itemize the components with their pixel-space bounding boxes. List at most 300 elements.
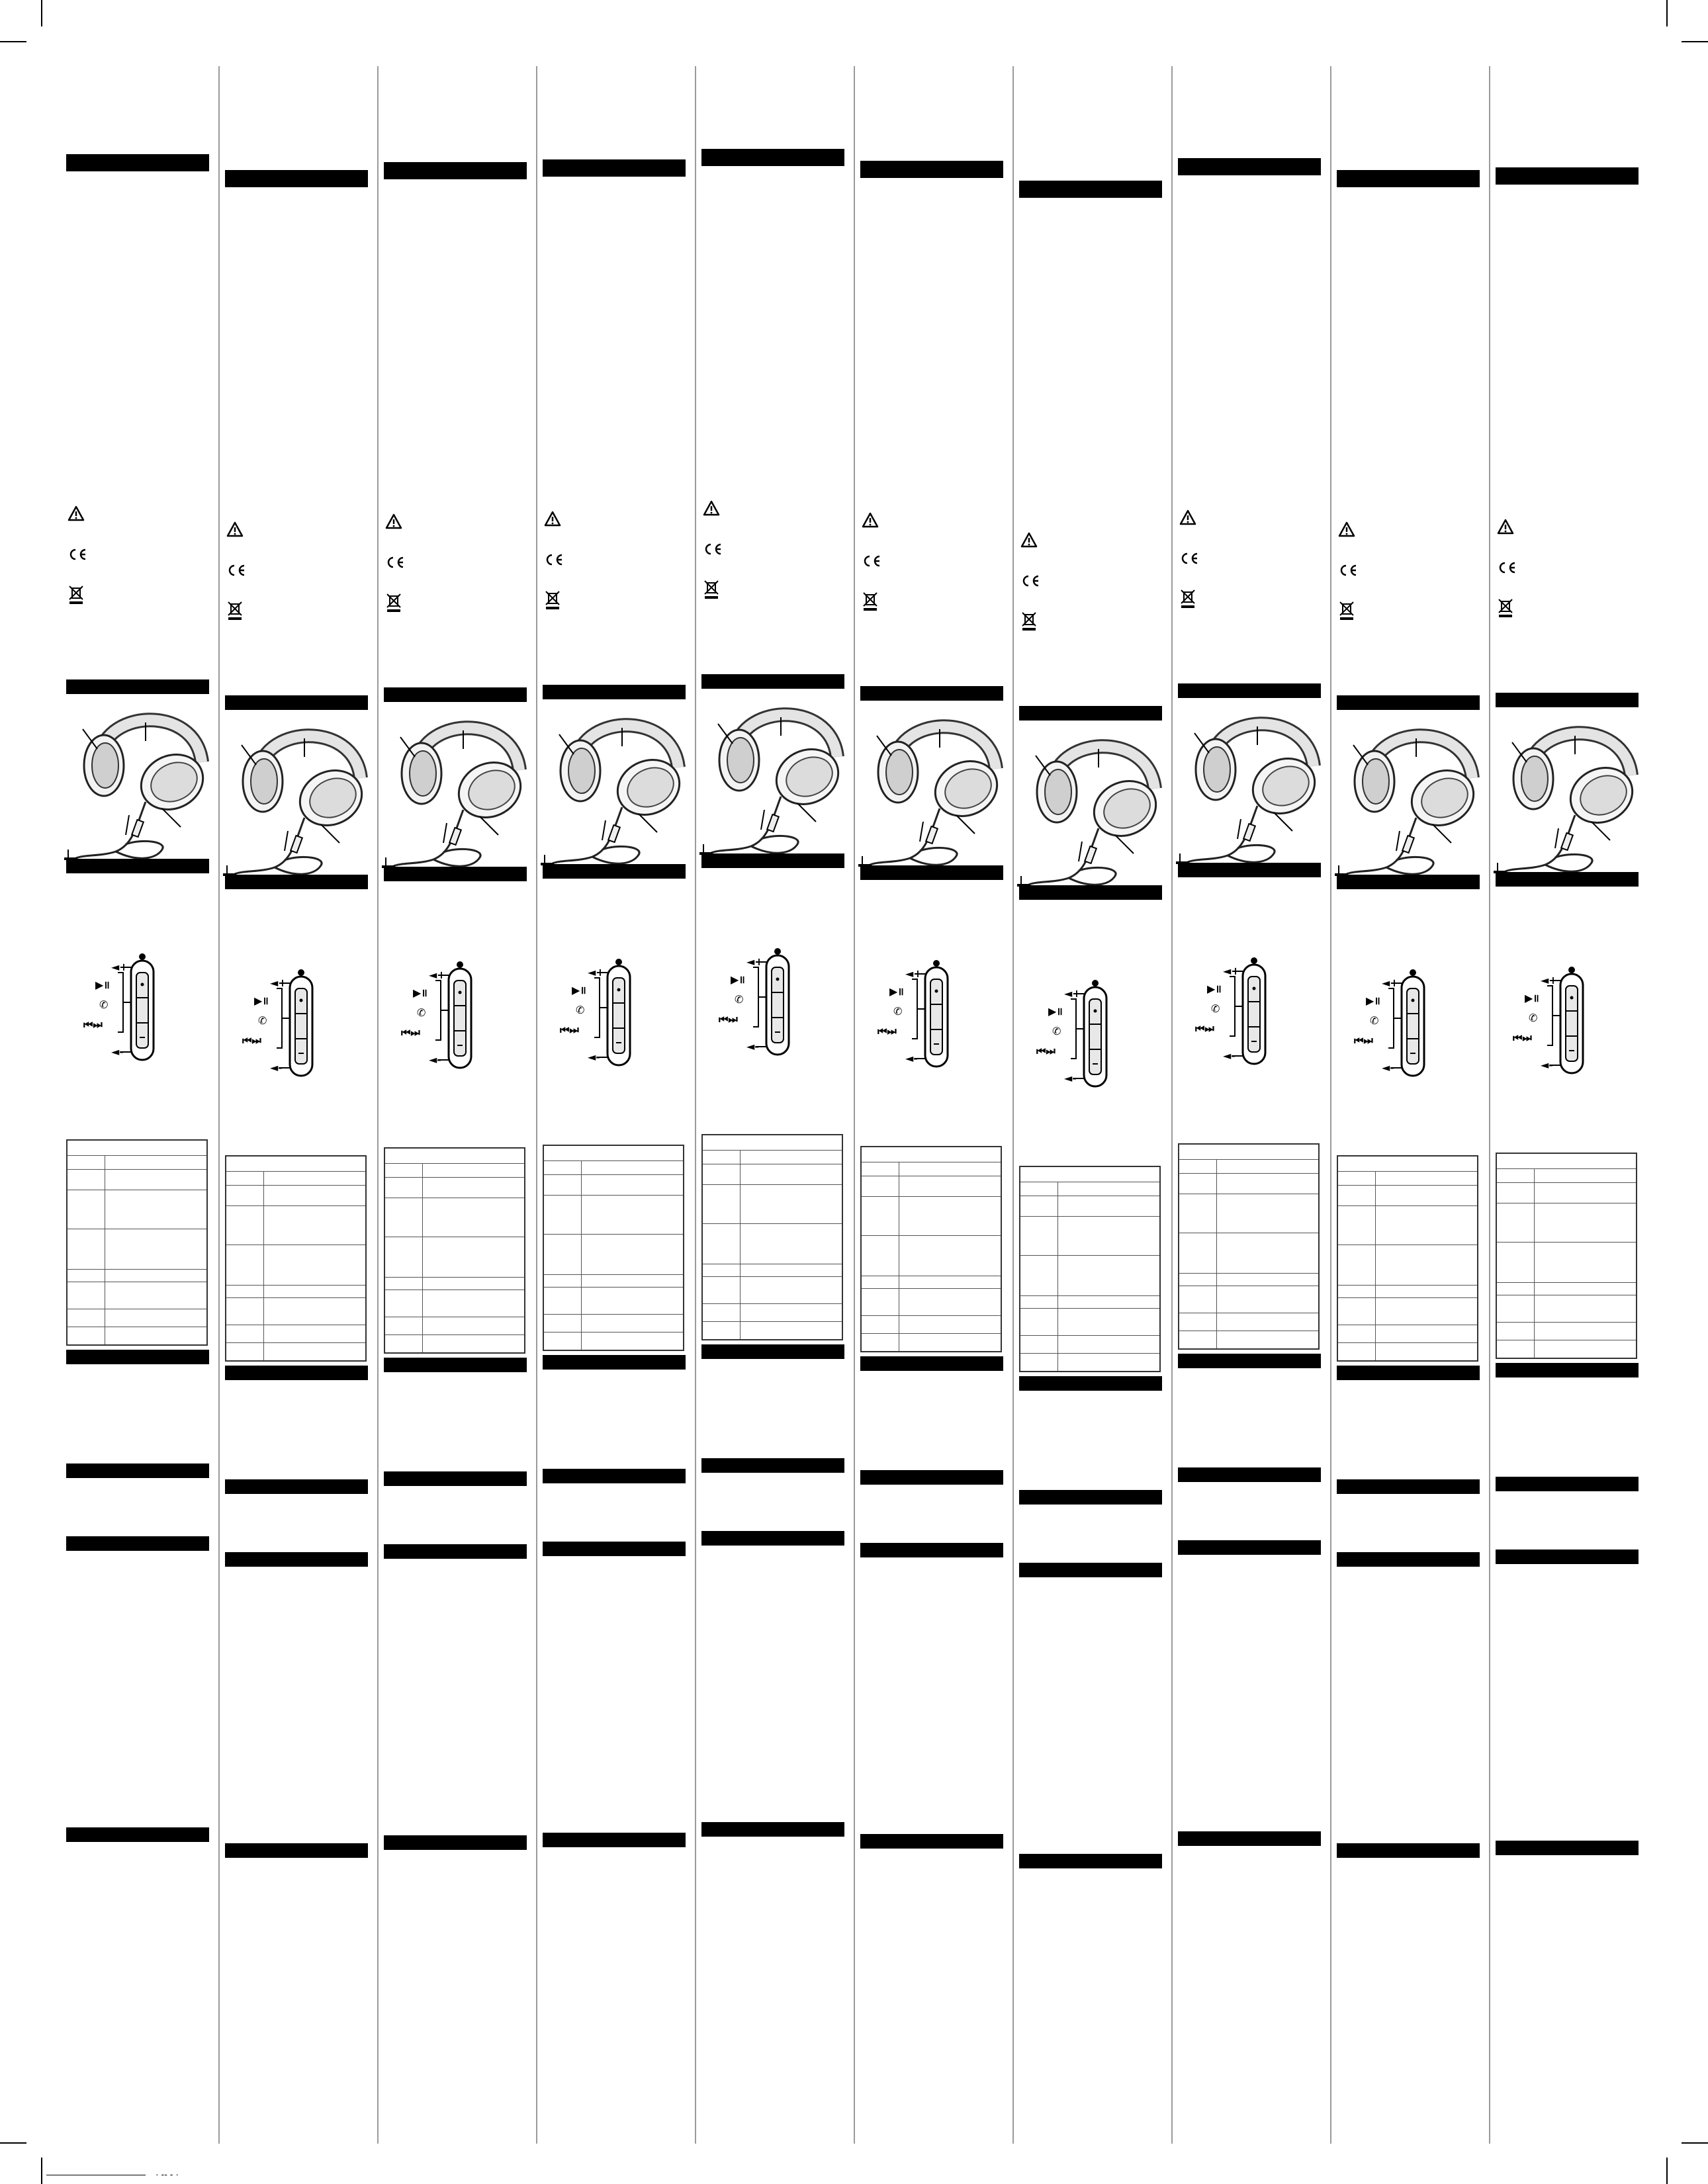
column-separator bbox=[854, 66, 855, 2144]
table-row bbox=[1020, 1335, 1159, 1353]
section-heading-bar bbox=[701, 853, 844, 868]
table-row bbox=[67, 1309, 206, 1327]
ce-mark-icon bbox=[544, 553, 564, 566]
table-cell-value bbox=[741, 1264, 842, 1276]
language-column bbox=[860, 0, 1006, 2184]
table-cell-value bbox=[1535, 1295, 1636, 1322]
callout-line-4 bbox=[1237, 819, 1241, 839]
table-row bbox=[385, 1277, 524, 1289]
bracket-middle bbox=[1388, 988, 1394, 1048]
table-row bbox=[67, 1141, 206, 1155]
table-cell-label bbox=[1020, 1182, 1058, 1196]
call-icon: ✆ bbox=[1529, 1012, 1538, 1024]
section-heading-bar bbox=[384, 867, 527, 881]
table-row bbox=[703, 1150, 842, 1164]
microphone-icon bbox=[1251, 957, 1257, 964]
table-cell-value bbox=[899, 1316, 1001, 1333]
inline-remote bbox=[291, 836, 302, 853]
inline-remote-diagram bbox=[79, 953, 185, 1069]
table-cell-value bbox=[1058, 1182, 1159, 1196]
table-cell-label bbox=[703, 1164, 741, 1184]
crop-mark-bottom-left-h bbox=[0, 2142, 26, 2144]
crossed-bin-icon bbox=[1179, 589, 1196, 609]
table-cell-value bbox=[1535, 1323, 1636, 1340]
table-row bbox=[1338, 1157, 1477, 1171]
section-heading-bar bbox=[1019, 181, 1162, 198]
table-cell-value bbox=[741, 1185, 842, 1223]
bracket-middle bbox=[435, 981, 441, 1040]
table-cell-value bbox=[1058, 1196, 1159, 1216]
skip-track-icon: ⏮⏭ bbox=[877, 1025, 897, 1037]
table-row bbox=[862, 1276, 1001, 1288]
bin-bar bbox=[1022, 628, 1036, 631]
inline-remote-diagram bbox=[1350, 969, 1456, 1084]
section-heading-bar bbox=[1337, 1366, 1480, 1380]
table-row bbox=[703, 1135, 842, 1150]
warning-triangle-icon bbox=[1338, 521, 1355, 537]
skip-track-icon: ⏮⏭ bbox=[719, 1013, 738, 1026]
volume-up-icon: ◄+ bbox=[588, 966, 605, 979]
call-icon: ✆ bbox=[417, 1006, 426, 1019]
table-row bbox=[385, 1149, 524, 1163]
table-cell-value bbox=[1058, 1296, 1159, 1308]
table-cell-value bbox=[741, 1277, 842, 1303]
table-cell-value bbox=[1535, 1203, 1636, 1242]
table-row bbox=[1338, 1285, 1477, 1297]
table-row bbox=[1338, 1245, 1477, 1285]
table-cell-value bbox=[582, 1288, 683, 1314]
callout-line-3 bbox=[1592, 822, 1610, 840]
table-cell-value bbox=[582, 1175, 683, 1195]
microphone-icon bbox=[1410, 969, 1416, 976]
section-heading-bar bbox=[860, 686, 1003, 701]
left-ear-pad bbox=[1045, 769, 1071, 814]
section-heading-bar bbox=[701, 1531, 844, 1546]
table-cell-label bbox=[544, 1275, 582, 1287]
table-cell-value bbox=[741, 1164, 842, 1184]
table-cell-value bbox=[1217, 1313, 1318, 1331]
section-heading-bar bbox=[701, 149, 844, 166]
inline-remote-diagram bbox=[1509, 966, 1615, 1082]
table-row bbox=[1179, 1286, 1318, 1313]
headphones-illustration bbox=[539, 708, 692, 867]
table-cell-value bbox=[741, 1304, 842, 1321]
table-row bbox=[1020, 1308, 1159, 1335]
warning-triangle-icon bbox=[1497, 519, 1514, 535]
table-row bbox=[1497, 1295, 1636, 1322]
table-cell-value bbox=[1217, 1194, 1318, 1233]
table-row bbox=[1179, 1145, 1318, 1159]
table-cell-value bbox=[264, 1245, 365, 1285]
table-cell-value bbox=[1376, 1245, 1477, 1285]
table-row bbox=[1338, 1342, 1477, 1360]
table-cell-value bbox=[1058, 1256, 1159, 1295]
language-column bbox=[1337, 0, 1482, 2184]
table-cell-value bbox=[264, 1206, 365, 1245]
call-icon: ✆ bbox=[99, 998, 109, 1011]
callout-line-4 bbox=[126, 815, 129, 835]
table-cell-label bbox=[1179, 1233, 1217, 1273]
table-cell-label bbox=[703, 1151, 741, 1164]
table-row bbox=[1020, 1167, 1159, 1182]
specifications-table bbox=[1337, 1155, 1478, 1362]
table-cell-label bbox=[862, 1334, 899, 1351]
column-separator bbox=[1489, 66, 1490, 2144]
call-icon: ✆ bbox=[893, 1005, 903, 1018]
section-heading-bar bbox=[225, 875, 368, 889]
table-row bbox=[226, 1285, 365, 1297]
warning-dot bbox=[1187, 521, 1189, 523]
callout-line-3 bbox=[639, 814, 657, 832]
ce-c bbox=[865, 556, 870, 566]
table-cell-label bbox=[862, 1316, 899, 1333]
section-heading-bar bbox=[860, 1470, 1003, 1485]
table-cell-label bbox=[1497, 1243, 1535, 1282]
table-row bbox=[1497, 1242, 1636, 1282]
table-cell-value bbox=[1217, 1274, 1318, 1286]
ce-mark-icon bbox=[1338, 564, 1358, 577]
table-row bbox=[862, 1176, 1001, 1196]
table-cell-label bbox=[67, 1229, 105, 1269]
section-heading-bar bbox=[66, 1350, 209, 1364]
table-cell-value bbox=[1058, 1336, 1159, 1353]
crossed-bin-icon bbox=[1020, 611, 1038, 631]
ce-mark-icon bbox=[862, 554, 881, 568]
table-row bbox=[1179, 1194, 1318, 1233]
table-cell-label bbox=[385, 1164, 423, 1177]
table-row bbox=[385, 1163, 524, 1177]
inline-remote bbox=[132, 820, 144, 837]
table-cell-value bbox=[264, 1172, 365, 1185]
table-cell-value bbox=[423, 1237, 524, 1277]
table-cell-label bbox=[1020, 1256, 1058, 1295]
section-heading-bar bbox=[66, 859, 209, 873]
volume-down-icon: ◄- bbox=[1382, 1061, 1394, 1074]
table-cell-label bbox=[385, 1178, 423, 1198]
table-cell-value bbox=[1058, 1354, 1159, 1371]
left-ear-pad bbox=[251, 759, 277, 804]
skip-track-icon: ⏮⏭ bbox=[242, 1034, 261, 1047]
section-heading-bar bbox=[1178, 863, 1321, 877]
inline-remote-diagram bbox=[1191, 957, 1297, 1072]
table-row bbox=[1020, 1196, 1159, 1216]
table-row bbox=[1179, 1331, 1318, 1348]
table-cell-value bbox=[1217, 1160, 1318, 1173]
call-icon: ✆ bbox=[258, 1014, 267, 1027]
table-row bbox=[67, 1269, 206, 1282]
bin-bar bbox=[546, 607, 559, 609]
microphone-icon bbox=[615, 959, 622, 965]
callout-line-4 bbox=[1555, 828, 1558, 848]
section-heading-bar bbox=[1496, 1477, 1639, 1491]
table-cell-value bbox=[1376, 1206, 1477, 1245]
crop-mark-bottom-right-h bbox=[1682, 2142, 1708, 2144]
table-cell-value bbox=[423, 1290, 524, 1317]
table-cell-label bbox=[862, 1162, 899, 1176]
table-cell-value bbox=[582, 1315, 683, 1332]
warning-triangle-icon bbox=[544, 511, 561, 527]
table-row bbox=[1497, 1154, 1636, 1168]
table-cell-value bbox=[899, 1334, 1001, 1351]
plus-dot-icon bbox=[1570, 996, 1574, 1000]
table-cell-value bbox=[741, 1151, 842, 1164]
table-cell-label bbox=[1020, 1217, 1058, 1255]
crop-mark-bottom-left-v bbox=[41, 2158, 42, 2184]
table-cell-label bbox=[1020, 1354, 1058, 1371]
section-heading-bar bbox=[1496, 1363, 1639, 1377]
play-pause-icon: ▶॥ bbox=[95, 979, 110, 991]
table-cell-value bbox=[1376, 1298, 1477, 1325]
volume-down-icon: ◄- bbox=[111, 1045, 124, 1058]
table-cell-label bbox=[1179, 1174, 1217, 1194]
table-cell-value bbox=[1058, 1217, 1159, 1255]
table-row bbox=[862, 1235, 1001, 1276]
cable-loop bbox=[751, 836, 798, 853]
table-cell-label bbox=[226, 1286, 264, 1297]
table-cell-label bbox=[1020, 1309, 1058, 1335]
play-pause-icon: ▶॥ bbox=[731, 973, 745, 986]
table-cell-label bbox=[1179, 1331, 1217, 1348]
cable-loop bbox=[910, 848, 957, 865]
table-row bbox=[862, 1333, 1001, 1351]
left-ear-pad bbox=[568, 748, 595, 793]
volume-up-icon: ◄+ bbox=[111, 961, 128, 973]
table-row bbox=[703, 1303, 842, 1321]
callout-line-4 bbox=[1396, 831, 1400, 851]
table-row bbox=[1497, 1182, 1636, 1203]
bracket-middle bbox=[1230, 977, 1235, 1036]
cable-loop bbox=[1069, 867, 1116, 885]
table-cell-value bbox=[899, 1236, 1001, 1276]
crossed-bin-icon bbox=[385, 593, 402, 613]
section-heading-bar bbox=[543, 1355, 686, 1370]
table-row bbox=[703, 1321, 842, 1339]
skip-track-icon: ⏮⏭ bbox=[401, 1026, 420, 1039]
headphones-illustration bbox=[1175, 707, 1327, 865]
column-separator bbox=[1171, 66, 1173, 2144]
table-cell-label bbox=[1179, 1274, 1217, 1286]
cable-loop bbox=[1386, 857, 1433, 874]
table-cell-value bbox=[105, 1327, 206, 1344]
table-cell-label bbox=[385, 1335, 423, 1352]
table-cell-value bbox=[1535, 1169, 1636, 1182]
table-cell-label bbox=[544, 1315, 582, 1332]
warning-dot bbox=[75, 517, 77, 519]
left-ear-pad bbox=[410, 751, 436, 796]
ce-e bbox=[1034, 576, 1038, 586]
language-column bbox=[225, 0, 371, 2184]
microphone-icon bbox=[774, 948, 781, 955]
table-cell-value bbox=[1217, 1174, 1318, 1194]
inline-remote-diagram bbox=[556, 958, 662, 1074]
bin-bar bbox=[1181, 605, 1194, 608]
callout-line-3 bbox=[1433, 824, 1451, 843]
crop-mark-top-right-h bbox=[1682, 41, 1708, 42]
language-column bbox=[1496, 0, 1641, 2184]
table-cell-label bbox=[544, 1161, 582, 1174]
headphones-illustration bbox=[1333, 719, 1486, 877]
table-row bbox=[385, 1237, 524, 1277]
left-ear-pad bbox=[727, 738, 754, 783]
microphone-icon bbox=[457, 961, 463, 968]
table-cell-label bbox=[1497, 1183, 1535, 1203]
table-cell-value bbox=[423, 1278, 524, 1289]
ce-e bbox=[1510, 563, 1515, 572]
call-icon: ✆ bbox=[735, 993, 744, 1006]
table-cell-label bbox=[862, 1176, 899, 1196]
section-heading-bar bbox=[860, 1356, 1003, 1371]
table-row bbox=[1020, 1295, 1159, 1308]
ce-c bbox=[1341, 566, 1346, 575]
play-pause-icon: ▶॥ bbox=[1525, 992, 1539, 1004]
plus-dot-icon bbox=[935, 990, 938, 993]
bin-bar bbox=[1340, 617, 1353, 620]
inline-remote bbox=[926, 826, 938, 844]
volume-up-icon: ◄+ bbox=[1382, 977, 1399, 989]
table-cell-value bbox=[899, 1289, 1001, 1315]
table-cell-label bbox=[67, 1190, 105, 1229]
ce-e bbox=[875, 556, 879, 566]
table-cell-value bbox=[423, 1198, 524, 1237]
language-column bbox=[701, 0, 847, 2184]
section-heading-bar bbox=[225, 695, 368, 710]
warning-dot bbox=[393, 525, 395, 527]
table-cell-value bbox=[582, 1196, 683, 1234]
table-cell-label bbox=[1338, 1325, 1376, 1342]
table-row bbox=[67, 1155, 206, 1169]
section-heading-bar bbox=[860, 1834, 1003, 1849]
table-cell-label bbox=[703, 1304, 741, 1321]
warning-triangle-icon bbox=[385, 513, 402, 529]
specifications-table bbox=[860, 1146, 1002, 1352]
volume-up-icon: ◄+ bbox=[1064, 987, 1081, 1000]
callout-line-4 bbox=[443, 823, 447, 843]
table-cell-label bbox=[1338, 1245, 1376, 1285]
ce-mark-icon bbox=[1020, 574, 1040, 588]
warning-dot bbox=[1505, 531, 1507, 533]
callout-line-4 bbox=[761, 810, 764, 830]
table-cell-label bbox=[703, 1224, 741, 1264]
table-cell-value bbox=[1535, 1340, 1636, 1358]
table-row bbox=[862, 1288, 1001, 1315]
table-cell-value bbox=[1535, 1283, 1636, 1295]
bin-bar bbox=[69, 601, 83, 604]
table-row bbox=[1338, 1325, 1477, 1342]
cable-loop bbox=[116, 841, 163, 858]
specifications-table bbox=[384, 1147, 525, 1354]
volume-up-icon: ◄+ bbox=[905, 967, 922, 980]
table-row bbox=[1338, 1185, 1477, 1205]
callout-line-3 bbox=[797, 803, 816, 822]
table-cell-value bbox=[899, 1162, 1001, 1176]
table-cell-value bbox=[899, 1276, 1001, 1288]
section-heading-bar bbox=[384, 1471, 527, 1486]
table-cell-label bbox=[1497, 1283, 1535, 1295]
warning-triangle-icon bbox=[226, 521, 244, 537]
table-row bbox=[1020, 1216, 1159, 1255]
section-heading-bar bbox=[1496, 1841, 1639, 1855]
table-cell-label bbox=[703, 1185, 741, 1223]
column-separator bbox=[1330, 66, 1331, 2144]
language-column bbox=[66, 0, 212, 2184]
plus-dot-icon bbox=[776, 978, 780, 981]
volume-up-icon: ◄+ bbox=[429, 969, 446, 981]
specifications-table bbox=[1496, 1153, 1637, 1359]
callout-line-4 bbox=[285, 831, 288, 851]
section-heading-bar bbox=[1496, 693, 1639, 707]
table-row bbox=[544, 1332, 683, 1350]
table-cell-label bbox=[1338, 1206, 1376, 1245]
table-row bbox=[544, 1314, 683, 1332]
section-heading-bar bbox=[701, 674, 844, 689]
table-cell-label bbox=[862, 1276, 899, 1288]
volume-down-icon: ◄- bbox=[1064, 1072, 1077, 1084]
crossed-bin-icon bbox=[1338, 601, 1355, 621]
table-cell-label bbox=[1338, 1286, 1376, 1297]
table-row bbox=[385, 1317, 524, 1334]
table-cell-value bbox=[105, 1156, 206, 1169]
inline-remote-diagram bbox=[874, 959, 979, 1075]
table-cell-value bbox=[264, 1343, 365, 1360]
bracket-middle bbox=[118, 973, 123, 1032]
section-heading-bar bbox=[543, 1469, 686, 1483]
bin-bar bbox=[1499, 615, 1512, 617]
column-separator bbox=[218, 66, 220, 2144]
play-pause-icon: ▶॥ bbox=[572, 984, 586, 996]
section-heading-bar bbox=[860, 1543, 1003, 1557]
section-heading-bar bbox=[225, 1552, 368, 1567]
ce-e bbox=[716, 545, 721, 554]
callout-line-3 bbox=[321, 824, 339, 843]
table-row bbox=[544, 1195, 683, 1234]
table-row bbox=[67, 1190, 206, 1229]
skip-track-icon: ⏮⏭ bbox=[1513, 1031, 1532, 1044]
section-heading-bar bbox=[66, 154, 209, 171]
table-row bbox=[385, 1177, 524, 1198]
column-separator bbox=[1012, 66, 1014, 2144]
bin-bar bbox=[228, 617, 242, 620]
table-cell-value bbox=[1217, 1331, 1318, 1348]
table-cell-value bbox=[741, 1224, 842, 1264]
section-heading-bar bbox=[384, 1835, 527, 1850]
table-cell-label bbox=[1497, 1323, 1535, 1340]
section-heading-bar bbox=[1019, 1376, 1162, 1391]
section-heading-bar bbox=[225, 170, 368, 187]
cable-loop bbox=[1228, 845, 1275, 862]
inline-remote bbox=[449, 828, 461, 845]
bin-bar bbox=[705, 596, 718, 599]
table-cell-label bbox=[703, 1264, 741, 1276]
play-pause-icon: ▶॥ bbox=[1207, 983, 1222, 995]
table-cell-label bbox=[226, 1186, 264, 1205]
left-ear-pad bbox=[1363, 759, 1389, 804]
section-heading-bar bbox=[543, 685, 686, 699]
section-heading-bar bbox=[1496, 167, 1639, 185]
headphones-illustration bbox=[63, 703, 215, 861]
table-cell-label bbox=[1338, 1343, 1376, 1360]
table-row bbox=[1179, 1159, 1318, 1173]
table-row bbox=[1020, 1353, 1159, 1371]
table-cell-value bbox=[1376, 1325, 1477, 1342]
table-cell-value bbox=[582, 1161, 683, 1174]
headphones-illustration bbox=[857, 709, 1009, 868]
inline-remote bbox=[1085, 846, 1097, 863]
ce-mark-icon bbox=[703, 543, 723, 556]
table-cell-label bbox=[1179, 1160, 1217, 1173]
table-cell-value bbox=[264, 1186, 365, 1205]
bracket-middle bbox=[594, 978, 600, 1037]
table-row bbox=[544, 1146, 683, 1160]
